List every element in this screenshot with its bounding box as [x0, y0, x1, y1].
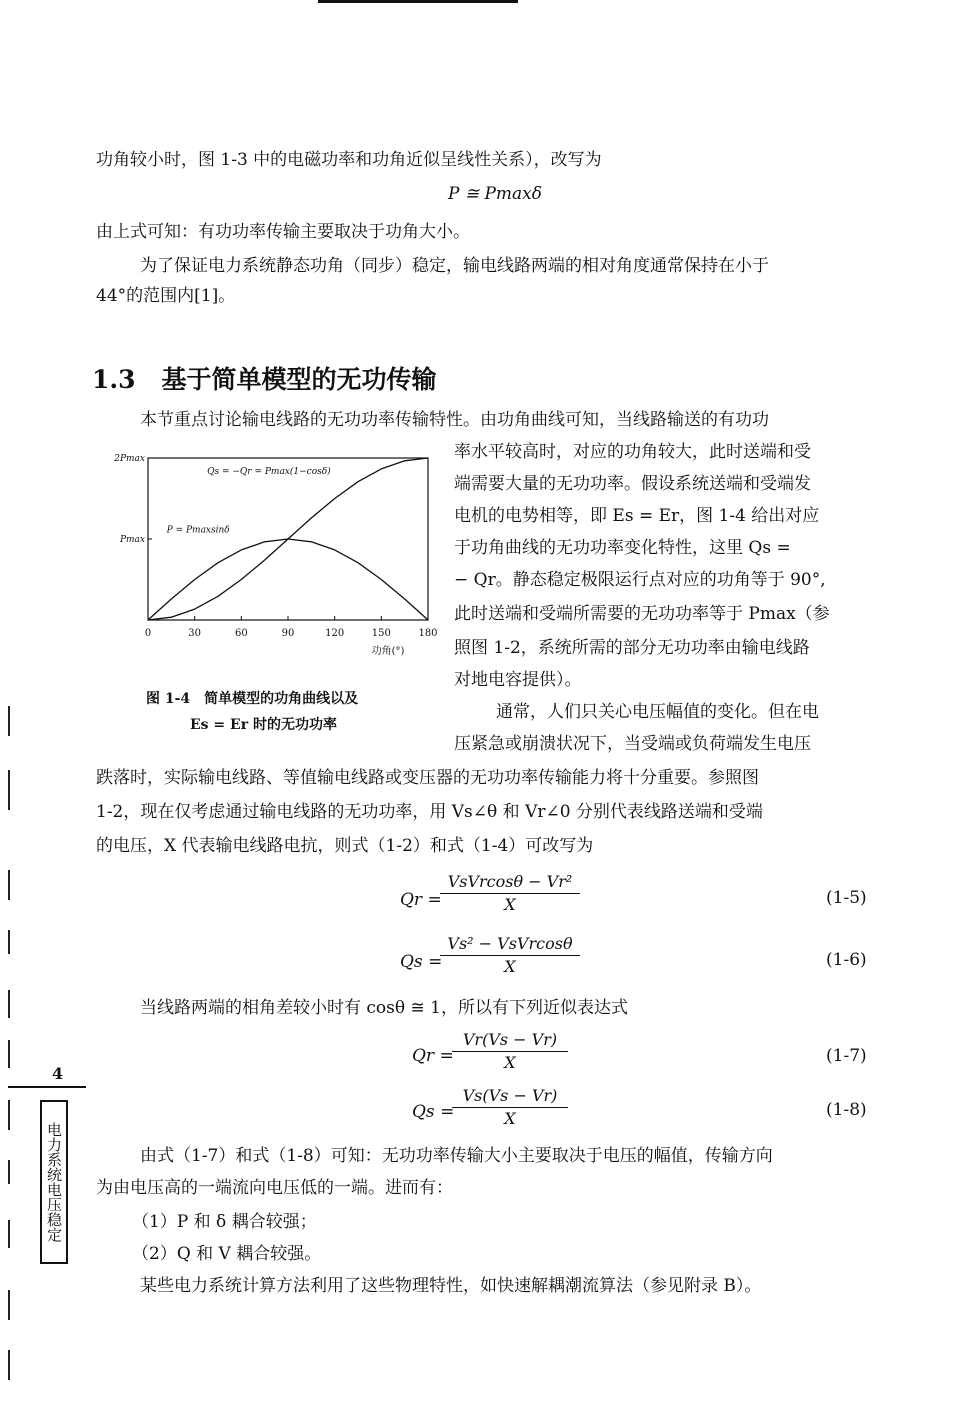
- book-title-tab: 电力系统电压稳定: [40, 1100, 68, 1264]
- binding-mark: [8, 870, 10, 900]
- body-text-line: 对地电容提供）。: [454, 670, 582, 690]
- eq8-label: (1-8): [826, 1100, 867, 1120]
- body-text-line: 为由电压高的一端流向电压低的一端。进而有：: [96, 1178, 453, 1198]
- body-text-line: 照图 1-2，系统所需的部分无功功率由输电线路: [454, 638, 810, 658]
- body-text-line: 本节重点讨论输电线路的无功功率传输特性。由功角曲线可知，当线路输送的有功功: [140, 410, 769, 430]
- eq6-label: (1-6): [826, 950, 867, 970]
- chart-ticks: [113, 454, 437, 639]
- eq5-denominator: X: [504, 895, 516, 914]
- eq7-lhs: Qr =: [412, 1046, 454, 1066]
- x-tick-label: 30: [188, 628, 202, 639]
- body-text-line: 由上式可知：有功功率传输主要取决于功角大小。: [96, 222, 470, 242]
- body-text-line: 为了保证电力系统静态功角（同步）稳定，输电线路两端的相对角度通常保持在小于: [140, 256, 769, 276]
- eq5-lhs: Qr =: [400, 890, 442, 910]
- eq6-fraction: [440, 934, 580, 976]
- figure-caption-line2: Es = Er 时的无功功率: [190, 717, 337, 733]
- body-text-line: 率水平较高时，对应的功角较大，此时送端和受: [454, 442, 811, 462]
- series-annotation-q: Qs = −Qr = Pmax(1−cosδ): [207, 467, 331, 478]
- body-text-line: 1-2，现在仅考虑通过输电线路的无功功率，用 Vs∠θ 和 Vr∠0 分别代表线路送端和受端: [96, 802, 763, 822]
- y-tick-label: 2Pmax: [114, 454, 145, 464]
- x-tick-label: 150: [371, 628, 391, 639]
- binding-mark: [8, 1160, 10, 1184]
- x-tick-label: 120: [325, 628, 345, 639]
- series-line-1: [148, 539, 428, 620]
- binding-mark: [8, 1350, 10, 1380]
- x-tick-label: 0: [144, 628, 152, 639]
- x-axis-label: 功角(°): [371, 646, 405, 657]
- eq7-numerator: Vr(Vs − Vr): [452, 1030, 568, 1052]
- chart-series: [148, 458, 428, 620]
- eq8-numerator: Vs(Vs − Vr): [452, 1086, 568, 1108]
- eq8-lhs: Qs =: [412, 1102, 455, 1122]
- eq7-denominator: X: [504, 1053, 516, 1072]
- eq7-fraction: [452, 1030, 568, 1072]
- eq6-numerator: Vs² − VsVrcosθ: [440, 934, 580, 956]
- body-text-line: 功角较小时，图 1-3 中的电磁功率和功角近似呈线性关系），改写为: [96, 150, 602, 170]
- figure-caption-line1: 图 1-4 简单模型的功角曲线以及: [146, 691, 359, 707]
- body-text-line: − Qr。静态稳定极限运行点对应的功角等于 90°,: [454, 570, 826, 590]
- body-text-line: 跌落时，实际输电线路、等值输电线路或变压器的无功功率传输能力将十分重要。参照图: [96, 768, 759, 788]
- body-text-line: 此时送端和受端所需要的无功功率等于 Pmax（参: [454, 604, 830, 624]
- body-text-line: 压紧急或崩溃状况下，当受端或负荷端发生电压: [454, 734, 811, 754]
- body-text-line: 某些电力系统计算方法利用了这些物理特性，如快速解耦潮流算法（参见附录 B）。: [140, 1276, 762, 1296]
- page-number-rule: [8, 1086, 86, 1088]
- x-tick-label: 60: [234, 628, 248, 639]
- body-text-line: 当线路两端的相角差较小时有 cosθ ≅ 1，所以有下列近似表达式: [140, 998, 628, 1018]
- formula-p-approx: P ≅ Pmaxδ: [448, 184, 543, 204]
- page-number: 4: [52, 1064, 64, 1083]
- binding-mark: [8, 1100, 10, 1130]
- eq8-fraction: [452, 1086, 568, 1128]
- series-annotation-p: P = Pmaxsinδ: [166, 525, 230, 536]
- binding-mark: [8, 990, 10, 1018]
- eq6-lhs: Qs =: [400, 952, 443, 972]
- eq5-numerator: VsVrcosθ − Vr²: [440, 872, 580, 894]
- binding-mark: [8, 770, 10, 810]
- eq6-denominator: X: [504, 957, 516, 976]
- eq5-fraction: [440, 872, 580, 914]
- binding-mark: [8, 1290, 10, 1320]
- list-item: （1）P 和 δ 耦合较强；: [132, 1212, 317, 1232]
- eq7-label: (1-7): [826, 1046, 867, 1066]
- list-item: （2）Q 和 V 耦合较强。: [132, 1244, 322, 1264]
- power-angle-chart: [108, 448, 438, 668]
- body-text-line: 电机的电势相等，即 Es = Er，图 1-4 给出对应: [454, 506, 820, 526]
- binding-mark: [8, 930, 10, 954]
- body-text-line: 由式（1-7）和式（1-8）可知：无功功率传输大小主要取决于电压的幅值，传输方向: [140, 1146, 773, 1166]
- body-text-line: 44°的范围内[1]。: [96, 286, 236, 306]
- binding-mark: [8, 706, 10, 736]
- body-text-line: 于功角曲线的无功功率变化特性，这里 Qs =: [454, 538, 791, 558]
- body-text-line: 端需要大量的无功功率。假设系统送端和受端发: [454, 474, 811, 494]
- eq5-label: (1-5): [826, 888, 867, 908]
- eq8-denominator: X: [504, 1109, 516, 1128]
- section-heading: [92, 360, 437, 396]
- body-text-line: 的电压，X 代表输电线路电抗，则式（1-2）和式（1-4）可改写为: [96, 836, 594, 856]
- section-number: 1.3: [92, 365, 136, 394]
- y-tick-label: Pmax: [119, 535, 145, 545]
- x-tick-label: 180: [418, 628, 438, 639]
- x-tick-label: 90: [281, 628, 295, 639]
- binding-mark: [8, 1040, 10, 1068]
- body-text-line: 通常，人们只关心电压幅值的变化。但在电: [496, 702, 819, 722]
- section-title: 基于简单模型的无功传输: [161, 365, 437, 394]
- header-rule: [318, 0, 518, 3]
- binding-mark: [8, 1220, 10, 1248]
